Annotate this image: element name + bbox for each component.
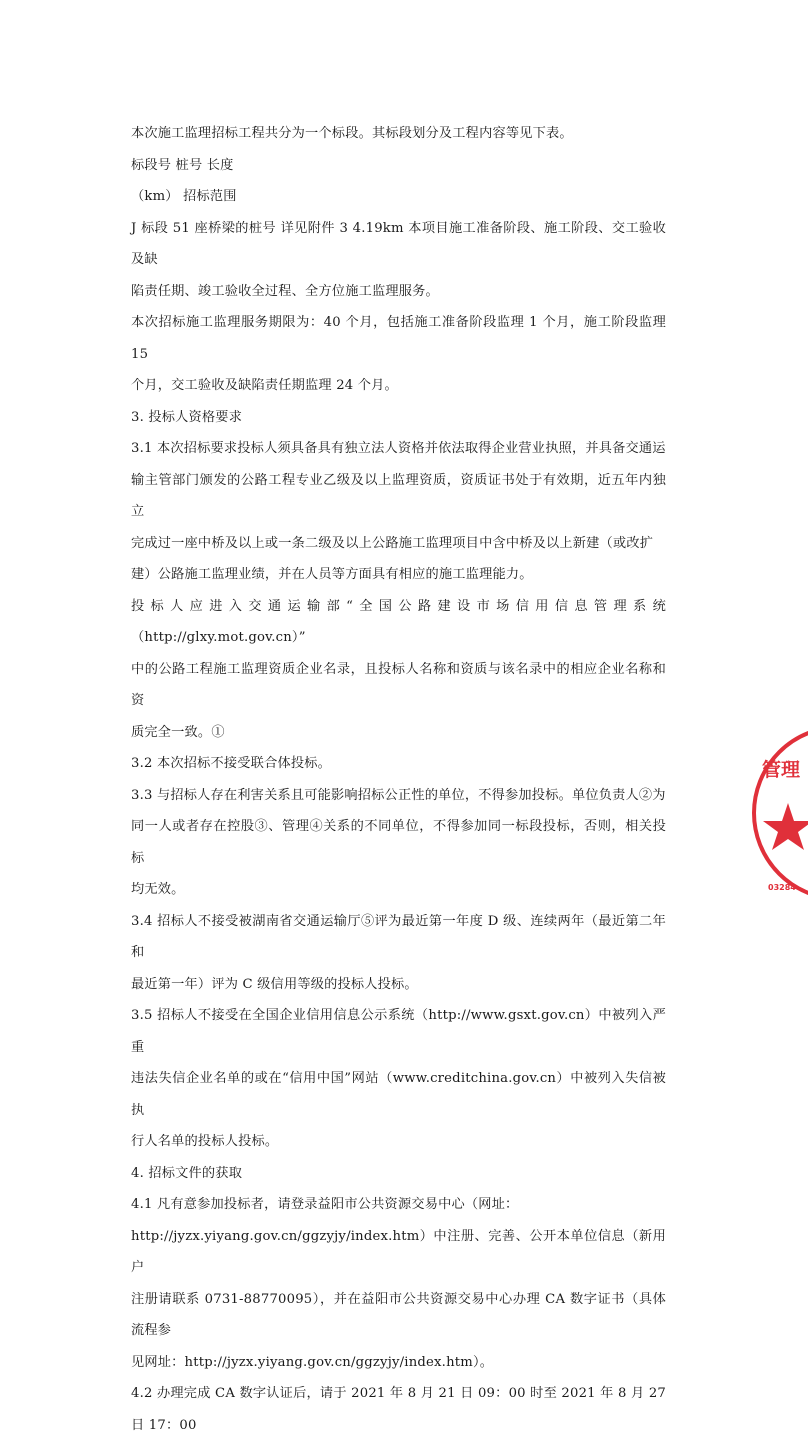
text-line: 4.1 凡有意参加投标者，请登录益阳市公共资源交易中心（网址： bbox=[131, 1197, 519, 1212]
paragraph bbox=[131, 1189, 666, 1378]
text-line: 输主管部门颁发的公路工程专业乙级及以上监理资质，资质证书处于有效期，近五年内独立 bbox=[131, 472, 666, 519]
paragraph bbox=[131, 307, 666, 402]
text-line: 3. 投标人资格要求 bbox=[131, 409, 243, 425]
seal-number: 03284 bbox=[768, 883, 796, 892]
text-line: 3.3 与招标人存在利害关系且可能影响招标公正性的单位，不得参加投标。单位负责人②为 bbox=[131, 787, 666, 803]
text-line: 4. 招标文件的获取 bbox=[131, 1165, 243, 1181]
seal-outer-ring bbox=[754, 727, 808, 899]
text-line: 3.4 招标人不接受被湖南省交通运输厅⑤评为最近第一年度 D 级、连续两年（最近第二年和 bbox=[131, 913, 666, 960]
paragraph bbox=[131, 118, 666, 150]
text-line: J 标段 51 座桥梁的桩号 详见附件 3 4.19km 本项目施工准备阶段、施工阶段、交工验收及缺 bbox=[131, 220, 666, 267]
text-line: 标段号 桩号 长度 bbox=[131, 157, 234, 173]
text-line: 本次施工监理招标工程共分为一个标段。其标段划分及工程内容等见下表。 bbox=[131, 126, 573, 141]
text-line: 3.1 本次招标要求投标人须具备具有独立法人资格并依法取得企业营业执照，并具备交通运 bbox=[131, 441, 666, 456]
text-line: 陷责任期、竣工验收全过程、全方位施工监理服务。 bbox=[131, 283, 439, 299]
document-body bbox=[131, 118, 666, 1441]
text-line: 完成过一座中桥及以上或一条二级及以上公路施工监理项目中含中桥及以上新建（或改扩 bbox=[131, 535, 654, 551]
paragraph bbox=[131, 181, 666, 213]
text-line: 中的公路工程施工监理资质企业名录，且投标人名称和资质与该名录中的相应企业名称和资 bbox=[131, 661, 666, 708]
text-line: 个月，交工验收及缺陷责任期监理 24 个月。 bbox=[131, 378, 398, 393]
text-line: http://jyzx.yiyang.gov.cn/ggzyjy/index.htm）中注册、完善、公开本单位信息（新用户 bbox=[131, 1228, 666, 1275]
paragraph bbox=[131, 150, 666, 182]
text-line: 最近第一年）评为 C 级信用等级的投标人投标。 bbox=[131, 976, 418, 992]
paragraph bbox=[131, 1378, 666, 1441]
text-line: 同一人或者存在控股③、管理④关系的不同单位，不得参加同一标段投标，否则，相关投标 bbox=[131, 819, 666, 866]
seal-star bbox=[763, 803, 808, 850]
text-line: 行人名单的投标人投标。 bbox=[131, 1134, 279, 1149]
paragraph bbox=[131, 213, 666, 308]
paragraph bbox=[131, 780, 666, 906]
paragraph bbox=[131, 1158, 666, 1190]
official-seal bbox=[748, 718, 808, 908]
text-line: 本次招标施工监理服务期限为：40 个月，包括施工准备阶段监理 1 个月，施工阶段监理 15 bbox=[131, 315, 666, 362]
text-line: 均无效。 bbox=[131, 882, 185, 897]
text-line: 违法失信企业名单的或在“信用中国”网站（www.creditchina.gov.cn）中被列入失信被执 bbox=[131, 1071, 666, 1118]
text-line: 质完全一致。① bbox=[131, 724, 225, 740]
text-line: 4.2 办理完成 CA 数字认证后，请于 2021 年 8 月 21 日 09：00 时至 2021 年 8 月 27 日 17：00 bbox=[131, 1386, 666, 1433]
text-line: 3.2 本次招标不接受联合体投标。 bbox=[131, 756, 332, 771]
text-line: 3.5 招标人不接受在全国企业信用信息公示系统（http://www.gsxt.gov.cn）中被列入严重 bbox=[131, 1008, 666, 1055]
paragraph bbox=[131, 1000, 666, 1158]
paragraph bbox=[131, 748, 666, 780]
text-line: 注册请联系 0731-88770095），并在益阳市公共资源交易中心办理 CA 数字证书（具体流程参 bbox=[131, 1291, 666, 1338]
text-line: 见网址：http://jyzx.yiyang.gov.cn/ggzyjy/index.htm）。 bbox=[131, 1354, 494, 1370]
paragraph bbox=[131, 402, 666, 434]
paragraph bbox=[131, 906, 666, 1001]
text-line: （km） 招标范围 bbox=[131, 189, 237, 204]
seal-graphic bbox=[748, 718, 808, 908]
paragraph bbox=[131, 433, 666, 591]
text-line: 建）公路施工监理业绩，并在人员等方面具有相应的施工监理能力。 bbox=[131, 567, 533, 582]
paragraph bbox=[131, 591, 666, 749]
text-line: 投标人应进入交通运输部“全国公路建设市场信用信息管理系统（http://glxy.mot.gov.cn）” bbox=[131, 598, 666, 645]
seal-text: 管理 bbox=[762, 759, 801, 781]
